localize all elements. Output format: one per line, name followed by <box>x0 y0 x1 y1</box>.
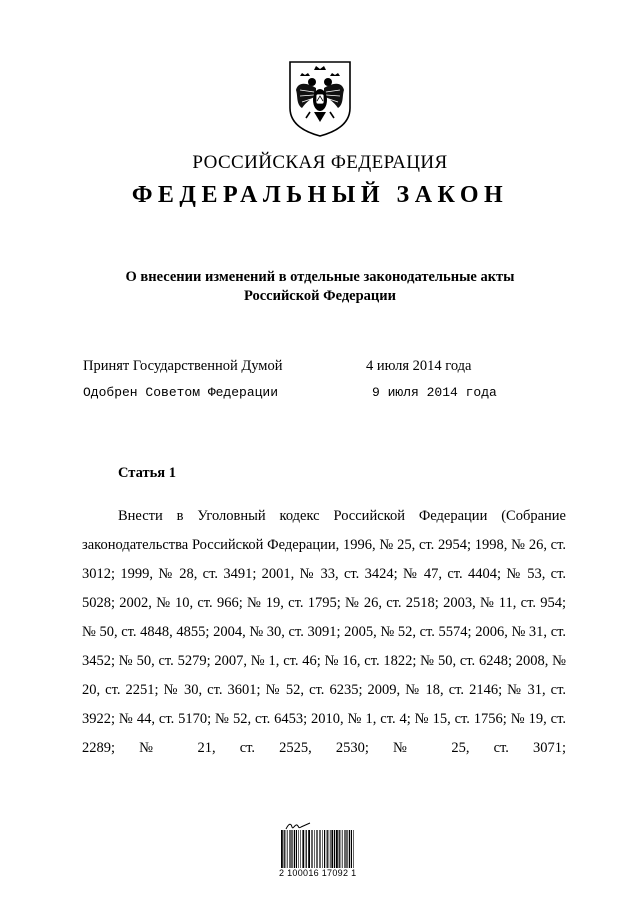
law-title-line-1: О внесении изменений в отдельные законодательные акты <box>125 269 515 285</box>
barcode-bar <box>322 830 323 868</box>
barcode-bar <box>286 830 287 868</box>
barcode-bar <box>351 830 352 868</box>
council-approval-label: Одобрен Советом Федерации <box>83 385 279 400</box>
duma-adoption-label: Принят Государственной Думой <box>83 358 283 374</box>
barcode-bar <box>336 830 338 868</box>
barcode-bar <box>317 830 318 868</box>
barcode-bar <box>345 830 346 868</box>
barcode-bar <box>342 830 343 868</box>
council-approval-date: 9 июля 2014 года <box>372 385 497 400</box>
barcode-bar <box>344 830 345 868</box>
barcode <box>279 820 369 882</box>
barcode-bar <box>316 830 317 868</box>
barcode-bar <box>302 830 304 868</box>
barcode-bar <box>308 830 310 868</box>
barcode-bar <box>319 830 320 868</box>
law-type-heading: ФЕДЕРАЛЬНЫЙ ЗАКОН <box>131 182 509 208</box>
law-title <box>0 268 640 306</box>
barcode-bar <box>284 830 285 868</box>
barcode-bar <box>339 830 340 868</box>
barcode-bar <box>311 830 312 868</box>
country-name: РОССИЙСКАЯ ФЕДЕРАЦИЯ <box>192 152 448 173</box>
barcode-bar <box>349 830 350 868</box>
barcode-bar <box>314 830 315 868</box>
barcode-bar <box>289 830 290 868</box>
barcode-bar <box>329 830 330 868</box>
barcode-bar <box>334 830 335 868</box>
article-heading: Статья 1 <box>118 465 176 481</box>
barcode-bar <box>281 830 283 868</box>
barcode-icon <box>281 830 357 868</box>
barcode-bar <box>296 830 297 868</box>
coat-of-arms-icon <box>286 60 354 138</box>
barcode-bar <box>292 830 293 868</box>
barcode-number: 2 100016 17092 1 <box>279 868 357 878</box>
duma-adoption-date: 4 июля 2014 года <box>366 358 472 374</box>
barcode-bar <box>290 830 291 868</box>
article-text: Внести в Уголовный кодекс Российской Федерации (Собрание законодательства Российской Федерации, 1996, № 25, ст. 2954; 1998, № 26, ст. 3012; 1999, № 28, ст. 3491; 2001, № 33, ст. 3424; № 47, ст. 4404; № 53, ст. 5028; 2002, № 10, ст. 966; № 19, ст. 1795; № 26, ст. 2518; 2003, № 11, ст. 954; № 50, ст. 4848, 4855; 2004, № 30, ст. 3091; 2005, № 52, ст. 5574; 2006, № 31, ст. 3452; № 50, ст. 5279; 2007, № 1, ст. 46; № 16, ст. 1822; № 50, ст. 6248; 2008, № 20, ст. 2251; № 30, ст. 3601; № 52, ст. 6235; 2009, № 18, ст. 2146; № 31, ст. 3922; № 44, ст. 5170; № 52, ст. 6453; 2010, № 1, ст. 4; № 15, ст. 1756; № 19, ст. 2289; № 21, ст. 2525, 2530; № 25, ст. 3071; <box>82 508 566 756</box>
barcode-bar <box>341 830 342 868</box>
barcode-bar <box>306 830 307 868</box>
barcode-bar <box>300 830 301 868</box>
barcode-bar <box>347 830 348 868</box>
barcode-bar <box>327 830 328 868</box>
barcode-bar <box>287 830 288 868</box>
barcode-bar <box>298 830 299 868</box>
law-title-line-2: Российской Федерации <box>243 288 396 304</box>
barcode-bar <box>331 830 333 868</box>
barcode-bar <box>330 830 331 868</box>
barcode-bar <box>324 830 325 868</box>
barcode-bar <box>294 830 295 868</box>
barcode-bar <box>353 830 354 868</box>
